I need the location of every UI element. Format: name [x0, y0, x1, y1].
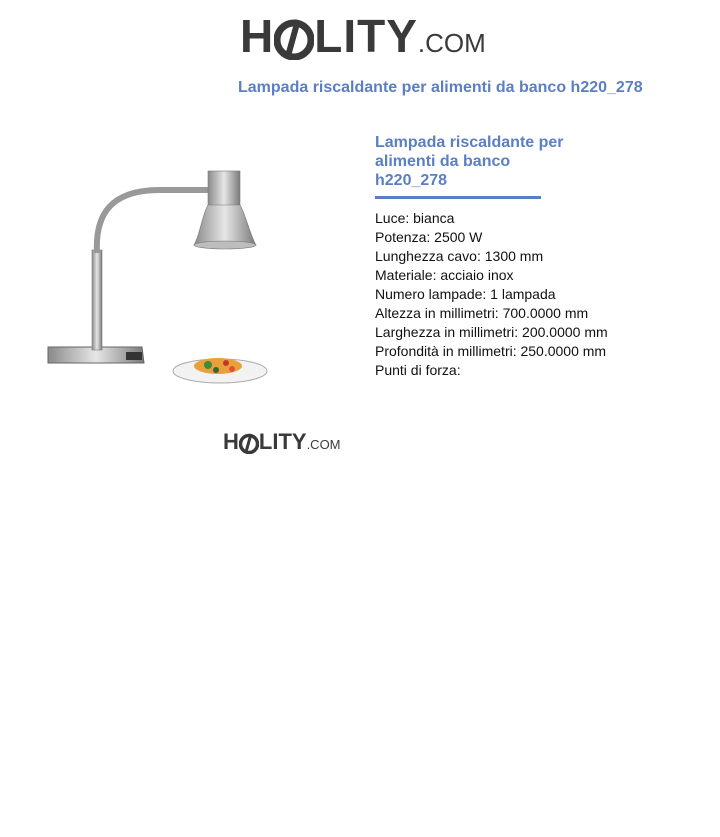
holity-logo-small[interactable]: [223, 430, 341, 454]
product-info: [375, 133, 705, 380]
logo-letters: LITY: [314, 10, 418, 62]
product-title-line: h220_278: [375, 172, 448, 189]
spec-larghezza: Larghezza in millimetri: 200.0000 mm: [375, 324, 608, 340]
logo-suffix: .COM: [417, 28, 486, 58]
spec-punti-di-forza: Punti di forza:: [375, 362, 461, 378]
spec-materiale: Materiale: acciaio inox: [375, 267, 514, 283]
spec-profondita: Profondità in millimetri: 250.0000 mm: [375, 343, 607, 359]
spec-lunghezza-cavo: Lunghezza cavo: 1300 mm: [375, 248, 544, 264]
logo-letter-h: H: [240, 10, 275, 62]
product-title-line: Lampada riscaldante per: [375, 134, 564, 151]
title-underline: [375, 196, 541, 199]
spec-potenza: Potenza: 2500 W: [375, 229, 483, 245]
holity-logo[interactable]: [240, 12, 486, 60]
product-title-line: alimenti da banco: [375, 153, 511, 170]
page-title: Lampada riscaldante per alimenti da banco h220_278: [238, 79, 643, 96]
product-image: [40, 165, 280, 395]
spec-luce: Luce: bianca: [375, 210, 455, 226]
logo-letter-h: H: [223, 429, 239, 454]
spec-altezza: Altezza in millimetri: 700.0000 mm: [375, 305, 589, 321]
product-title: [375, 133, 575, 190]
spec-numero-lampade: Numero lampade: 1 lampada: [375, 286, 556, 302]
logo-letters: LITY: [258, 429, 307, 454]
logo-o-icon: [239, 432, 259, 454]
logo-suffix: .COM: [306, 437, 341, 452]
logo-o-icon: [274, 16, 314, 60]
